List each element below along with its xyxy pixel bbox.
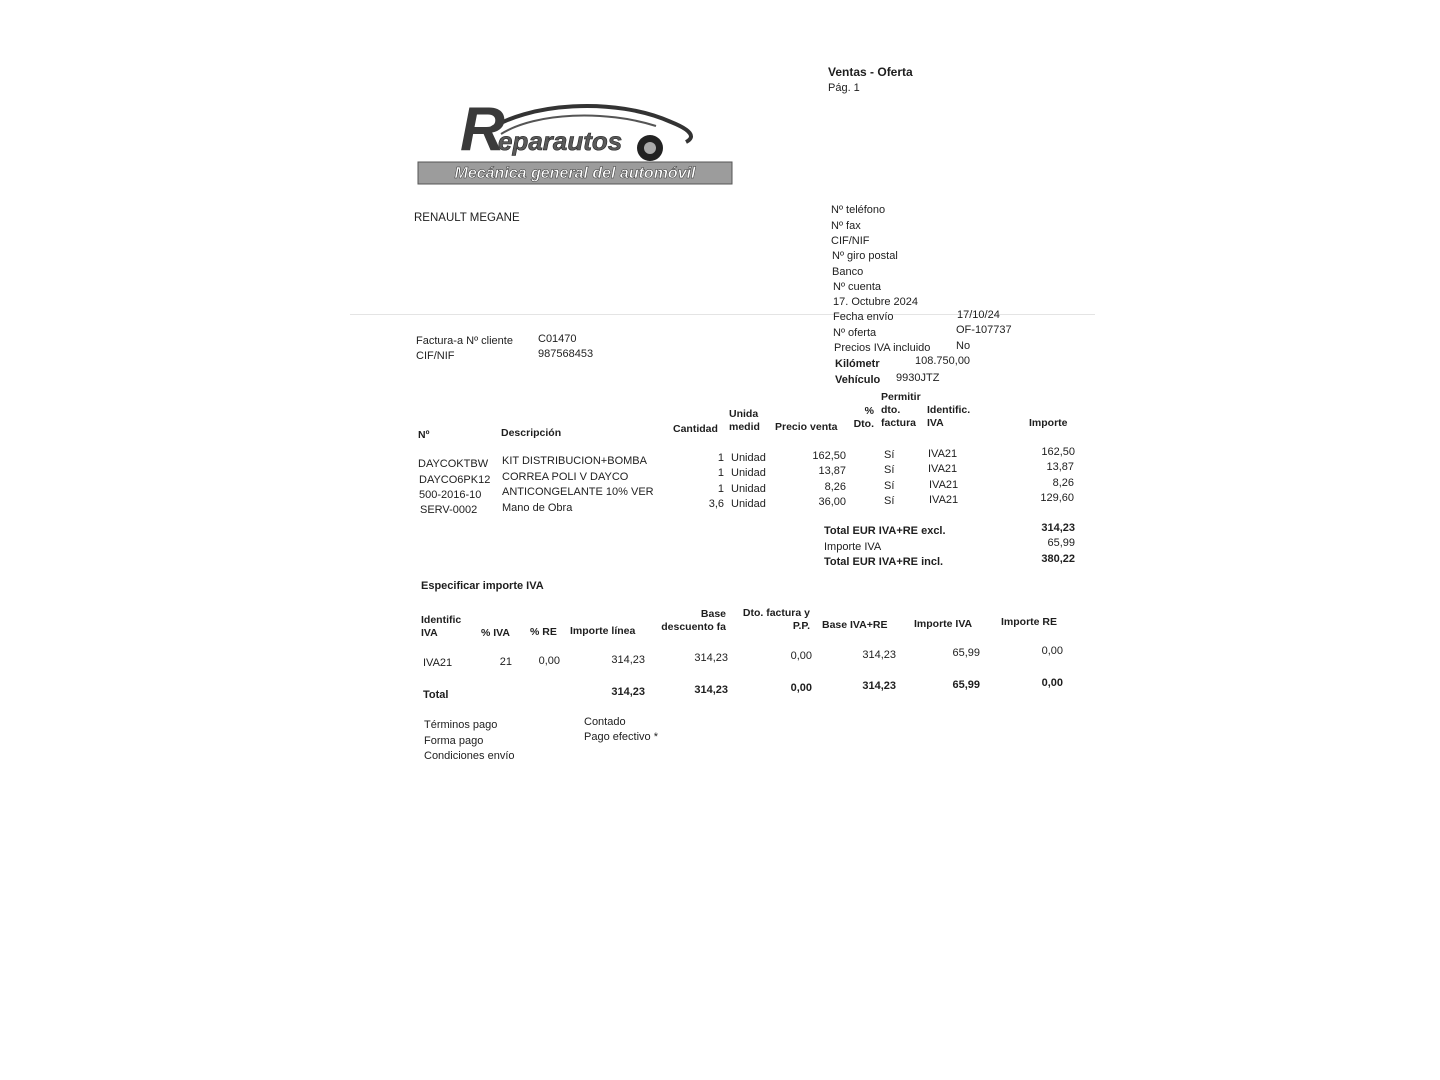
row-ident: IVA21 (928, 463, 958, 475)
vehiculo-value: 9930JTZ (896, 372, 940, 384)
iva-col-base-dto: Base descuento fa (661, 608, 726, 633)
row-unidad: Unidad (731, 467, 766, 479)
iva-total-label: Total (423, 689, 449, 701)
terminos-pago-value: Contado (584, 716, 626, 728)
row-no: DAYCO6PK12 (419, 474, 491, 486)
iva-total-dto-pp: 0,00 (790, 682, 812, 694)
importe-iva-label: Importe IVA (824, 541, 882, 553)
col-header-unidad: Unida medid (729, 408, 760, 433)
factura-cliente-value: C01470 (538, 333, 577, 345)
cif-label: CIF/NIF (831, 235, 870, 247)
row-desc: ANTICONGELANTE 10% VER (502, 486, 654, 498)
iva-row-base-iva-re: 314,23 (862, 649, 896, 661)
iva-row-ident: IVA21 (423, 657, 453, 669)
terminos-pago-label: Términos pago (424, 719, 498, 731)
kilometros-value: 108.750,00 (915, 355, 971, 367)
iva-row-imp-linea: 314,23 (611, 654, 645, 666)
forma-pago-label: Forma pago (424, 735, 484, 747)
row-no: 500-2016-10 (419, 489, 482, 501)
fecha-envio-label: Fecha envío (833, 311, 894, 323)
row-desc: Mano de Obra (502, 502, 573, 514)
row-precio: 162,50 (812, 450, 846, 462)
col-header-no: Nº (418, 429, 430, 441)
fax-label: Nº fax (831, 220, 861, 232)
col-header-dto: % Dto. (853, 405, 874, 430)
row-importe: 13,87 (1046, 461, 1074, 473)
row-ident: IVA21 (928, 448, 958, 460)
svg-text:Mecánica general del automóvil: Mecánica general del automóvil (454, 165, 696, 182)
row-cant: 1 (717, 467, 724, 479)
col-header-precio: Precio venta (775, 421, 838, 433)
client-cif-value: 987568453 (538, 348, 594, 360)
row-importe: 162,50 (1041, 446, 1075, 458)
oferta-label: Nº oferta (833, 327, 877, 339)
telefono-label: Nº teléfono (831, 204, 886, 216)
iva-row-piva: 21 (499, 656, 512, 668)
col-header-importe: Importe (1029, 417, 1068, 429)
row-cant: 1 (717, 483, 724, 495)
row-ident: IVA21 (929, 479, 959, 491)
row-importe: 129,60 (1040, 492, 1074, 504)
row-cant: 3,6 (708, 498, 724, 510)
precios-iva-value: No (956, 340, 971, 352)
iva-col-imp-iva: Importe IVA (914, 618, 973, 630)
oferta-value: OF-107737 (956, 324, 1012, 336)
giro-label: Nº giro postal (832, 250, 898, 262)
banco-label: Banco (832, 266, 864, 278)
kilometros-label: Kilómetr (835, 358, 880, 370)
total-excl-value: 314,23 (1041, 522, 1075, 534)
fecha-envio-value: 17/10/24 (957, 309, 1000, 321)
iva-col-piva: % IVA (481, 627, 510, 639)
iva-col-pre: % RE (530, 626, 557, 638)
vehiculo-label: Vehículo (835, 374, 881, 386)
row-cant: 1 (717, 452, 724, 464)
row-desc: KIT DISTRIBUCION+BOMBA (502, 455, 647, 467)
row-unidad: Unidad (731, 452, 766, 464)
iva-total-imp-iva: 65,99 (952, 679, 980, 691)
row-unidad: Unidad (731, 483, 766, 495)
row-precio: 8,26 (824, 481, 846, 493)
row-ident: IVA21 (929, 494, 959, 506)
svg-text:R: R (460, 95, 505, 164)
car-logo-icon (416, 92, 734, 188)
cuenta-label: Nº cuenta (833, 281, 882, 293)
iva-total-base-dto: 314,23 (694, 684, 728, 696)
document-date: 17. Octubre 2024 (833, 296, 919, 308)
iva-row-dto-pp: 0,00 (790, 650, 812, 662)
iva-col-base-iva-re: Base IVA+RE (822, 619, 888, 631)
precios-iva-label: Precios IVA incluido (834, 342, 931, 354)
row-precio: 36,00 (818, 496, 846, 508)
row-no: DAYCOKTBW (418, 458, 489, 470)
iva-total-imp-linea: 314,23 (611, 686, 645, 698)
col-header-permitir: Permitir dto. factura (881, 391, 921, 429)
company-logo (416, 92, 734, 188)
row-importe: 8,26 (1052, 477, 1074, 489)
row-permitir: Sí (884, 464, 895, 476)
iva-total-base-iva-re: 314,23 (862, 680, 896, 692)
iva-col-imp-linea: Importe línea (570, 625, 636, 637)
document-title: Ventas - Oferta (828, 65, 913, 79)
col-header-descripcion: Descripción (501, 427, 562, 439)
col-header-cantidad: Cantidad (673, 423, 718, 435)
page-number: Pág. 1 (828, 82, 860, 94)
row-desc: CORREA POLI V DAYCO (502, 471, 629, 483)
row-precio: 13,87 (818, 465, 846, 477)
iva-col-dto-pp: Dto. factura y P.P. (742, 607, 810, 632)
forma-pago-value: Pago efectivo * (584, 731, 658, 743)
iva-row-pre: 0,00 (538, 655, 560, 667)
condiciones-envio-label: Condiciones envío (424, 750, 515, 762)
row-permitir: Sí (884, 449, 895, 461)
row-permitir: Sí (884, 480, 895, 492)
iva-row-imp-iva: 65,99 (952, 647, 980, 659)
total-incl-label: Total EUR IVA+RE incl. (824, 556, 944, 568)
row-permitir: Sí (884, 495, 895, 507)
vehicle-model: RENAULT MEGANE (414, 212, 520, 224)
importe-iva-value: 65,99 (1047, 537, 1075, 549)
client-cif-label: CIF/NIF (416, 350, 455, 362)
col-header-identific: Identific. IVA (927, 404, 971, 429)
total-incl-value: 380,22 (1041, 553, 1075, 565)
total-excl-label: Total EUR IVA+RE excl. (824, 525, 946, 537)
iva-col-ident: Identific IVA (421, 614, 462, 639)
iva-col-imp-re: Importe RE (1001, 616, 1058, 628)
iva-total-imp-re: 0,00 (1041, 677, 1063, 689)
iva-row-base-dto: 314,23 (694, 652, 728, 664)
svg-text:eparautos: eparautos (498, 126, 623, 156)
factura-cliente-label: Factura-a Nº cliente (416, 335, 513, 347)
row-unidad: Unidad (731, 498, 766, 510)
iva-section-title: Especificar importe IVA (421, 580, 544, 592)
row-no: SERV-0002 (420, 504, 478, 516)
iva-row-imp-re: 0,00 (1041, 645, 1063, 657)
